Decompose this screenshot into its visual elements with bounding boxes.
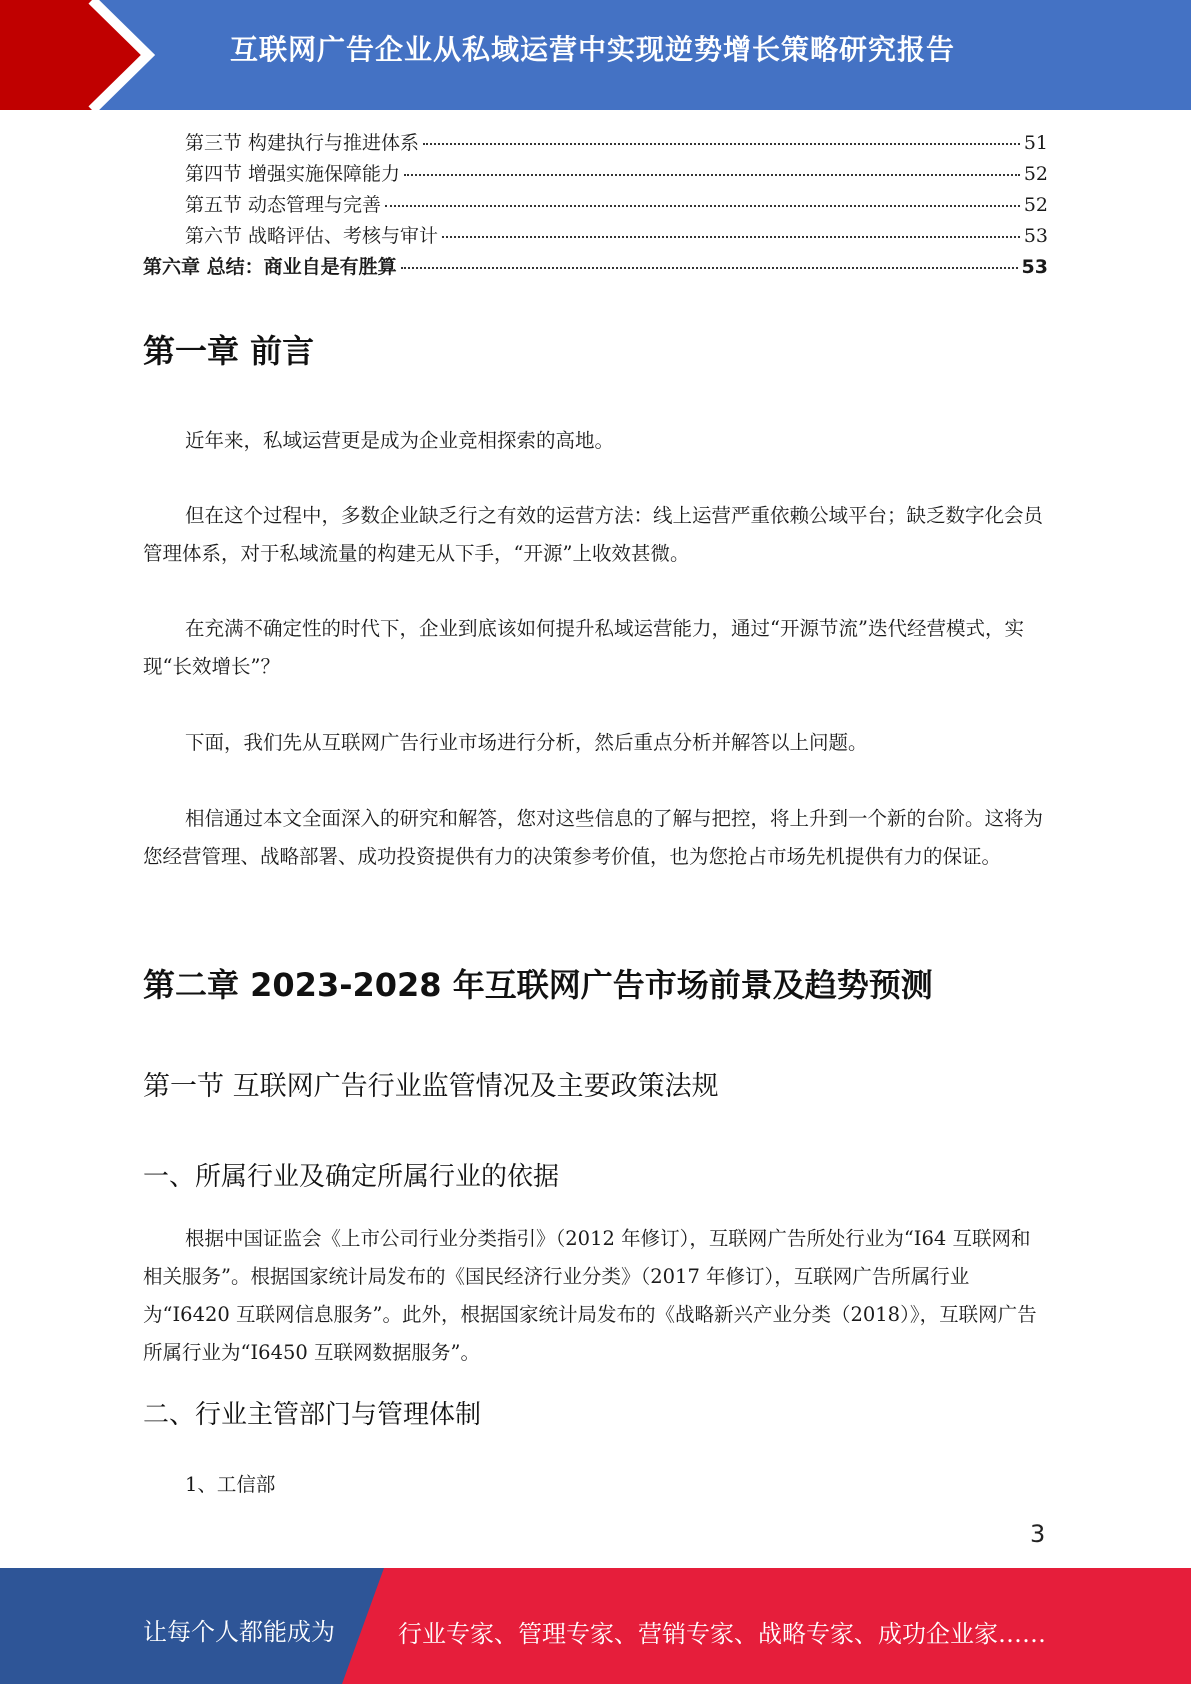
chapter-1-paragraph: 在充满不确定性的时代下，企业到底该如何提升私域运营能力，通过“开源节流”迭代经营模式，实现“长效增长”？ xyxy=(143,617,1024,678)
table-of-contents xyxy=(143,128,1048,283)
toc-entry[interactable] xyxy=(143,128,1048,159)
chapter-1-paragraph: 相信通过本文全面深入的研究和解答，您对这些信息的了解与把控，将上升到一个新的台阶。这将为您经营管理、战略部署、成功投资提供有力的决策参考价值，也为您抢占市场先机提供有力的保证。 xyxy=(143,807,1044,868)
toc-entry-page: 53 xyxy=(1021,256,1048,278)
page-number: 3 xyxy=(1030,1520,1046,1548)
chapter-1-paragraph: 但在这个过程中，多数企业缺乏行之有效的运营方法：线上运营严重依赖公域平台；缺乏数字化会员管理体系，对于私域流量的构建无从下手，“开源”上收效甚微。 xyxy=(143,504,1044,565)
toc-leader-dots xyxy=(385,205,1020,207)
toc-entry-text: 第三节 构建执行与推进体系 xyxy=(185,132,420,154)
toc-entry-text: 第五节 动态管理与完善 xyxy=(185,194,382,216)
toc-entry-page: 53 xyxy=(1023,225,1048,247)
toc-leader-dots xyxy=(423,143,1020,145)
toc-chapter-entry[interactable] xyxy=(143,252,1048,283)
toc-entry[interactable] xyxy=(143,159,1048,190)
toc-entry-page: 52 xyxy=(1023,194,1048,216)
toc-leader-dots xyxy=(404,174,1020,176)
footer-slogan-right: 行业专家、管理专家、营销专家、战略专家、成功企业家…… xyxy=(398,1620,1046,1648)
chapter-1-heading: 第一章 前言 xyxy=(143,332,315,370)
footer-slogan-left: 让每个人都能成为 xyxy=(143,1618,335,1646)
toc-entry-text: 第四节 增强实施保障能力 xyxy=(185,163,401,185)
chapter-1-paragraph: 下面，我们先从互联网广告行业市场进行分析，然后重点分析并解答以上问题。 xyxy=(185,731,868,754)
page-footer xyxy=(0,1568,1191,1684)
subsection-2-item: 1、工信部 xyxy=(185,1473,276,1496)
subsection-2-heading: 二、行业主管部门与管理体制 xyxy=(143,1400,482,1430)
report-title: 互联网广告企业从私域运营中实现逆势增长策略研究报告 xyxy=(230,33,956,66)
toc-entry-page: 51 xyxy=(1023,132,1048,154)
page-header xyxy=(0,0,1191,110)
toc-entry-text: 第六节 战略评估、考核与审计 xyxy=(185,225,439,247)
section-1-heading: 第一节 互联网广告行业监管情况及主要政策法规 xyxy=(143,1071,719,1102)
subsection-1-paragraph: 根据中国证监会《上市公司行业分类指引》（2012 年修订），互联网广告所处行业为“I64 互联网和相关服务”。根据国家统计局发布的《国民经济行业分类》（2017 年修订），互联网广告所属行业为“I6420 互联网信息服务”。此外，根据国家统计局发布的《战略新兴产业分类（2018）》，互联网广告所属行业为“I6450 互联网数据服务”。 xyxy=(143,1227,1037,1364)
toc-entry[interactable] xyxy=(143,221,1048,252)
toc-entry-text: 第六章 总结：商业自是有胜算 xyxy=(143,256,397,278)
toc-leader-dots xyxy=(442,236,1020,238)
toc-entry-page: 52 xyxy=(1023,163,1048,185)
toc-leader-dots xyxy=(401,267,1018,269)
subsection-1-heading: 一、所属行业及确定所属行业的依据 xyxy=(143,1162,560,1192)
chapter-1-paragraph: 近年来，私域运营更是成为企业竞相探索的高地。 xyxy=(185,429,615,452)
toc-entry[interactable] xyxy=(143,190,1048,221)
chapter-2-heading: 第二章 2023-2028 年互联网广告市场前景及趋势预测 xyxy=(143,966,933,1004)
